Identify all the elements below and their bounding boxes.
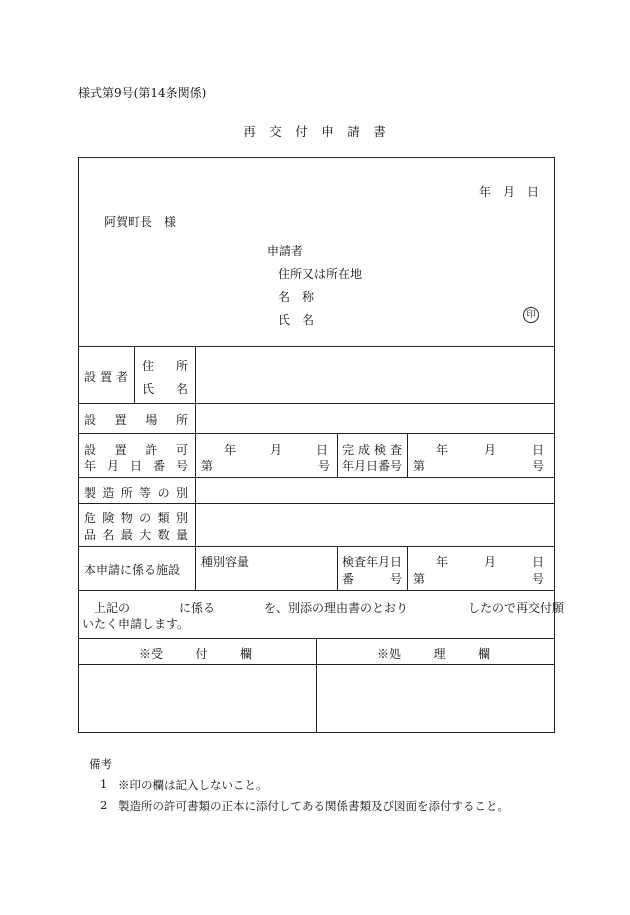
completion-inspection-label-line2: 年月日番号	[342, 459, 403, 473]
applicant-name-label	[278, 288, 314, 305]
label-char: 月	[269, 443, 282, 457]
label-char: 日	[531, 555, 544, 569]
facility-type-field[interactable]	[196, 478, 554, 502]
note-text: 製造所の許可書類の正本に添付してある関係書類及び図面を添付すること。	[118, 799, 509, 813]
statement-part2: に係る	[179, 601, 216, 615]
label-char: 氏	[278, 313, 291, 327]
label-char: 年	[84, 459, 97, 473]
label-char: 設	[84, 370, 97, 384]
divider	[407, 546, 408, 590]
label-char: 年	[224, 443, 237, 457]
label-char: 番	[342, 572, 355, 586]
hazard-field[interactable]	[196, 504, 554, 545]
label-char: 検	[373, 443, 386, 457]
date-month: 月	[502, 185, 515, 199]
label-char: 月	[483, 443, 496, 457]
label-char: 第	[413, 572, 426, 586]
date-day: 日	[526, 185, 539, 199]
label-char: 危	[84, 511, 97, 525]
label-char: 成	[357, 443, 370, 457]
divider	[134, 346, 135, 403]
addressee: 阿賀町長 様	[104, 215, 177, 229]
applicant-heading: 申請者	[267, 244, 304, 258]
label-char: 別	[175, 486, 188, 500]
divider	[78, 590, 555, 591]
label-char: 名	[278, 290, 291, 304]
permit-label-line2	[84, 457, 188, 474]
label-char: 類	[157, 511, 170, 525]
label-char: 置	[114, 413, 127, 427]
label-char: 付	[195, 647, 208, 661]
facility-type-label	[84, 484, 188, 501]
title-char: 申	[321, 124, 335, 139]
title-char: 書	[373, 124, 387, 139]
permit-number-field[interactable]	[201, 457, 330, 474]
label-char: 号	[389, 572, 402, 586]
permit-date-field[interactable]	[224, 441, 328, 458]
applicant-address-label: 住所又は所在地	[278, 267, 363, 281]
label-char: 号	[531, 459, 544, 473]
label-char: 号	[317, 459, 330, 473]
installer-label	[84, 368, 128, 385]
label-char: 製	[84, 486, 97, 500]
reception-column-header	[139, 645, 252, 662]
label-char: 日	[129, 459, 142, 473]
title-char: 付	[295, 124, 309, 139]
note-number: 1	[100, 777, 108, 791]
label-char: 造	[102, 486, 115, 500]
reception-field	[79, 665, 315, 732]
installer-name-label	[142, 380, 188, 397]
label-char: 所	[175, 359, 188, 373]
label-char: 場	[145, 413, 158, 427]
processing-field	[317, 665, 554, 732]
installer-address-label	[142, 357, 188, 374]
statement-part3: を、別添の理由書のとおり	[264, 601, 409, 615]
completion-inspection-label-line1	[342, 441, 402, 458]
label-char: 物	[120, 511, 133, 525]
label-char: 別	[175, 511, 188, 525]
label-char: 理	[433, 647, 446, 661]
label-char: 量	[175, 528, 188, 542]
label-char: 名	[102, 528, 115, 542]
hazard-label-line1	[84, 509, 188, 526]
form-title	[0, 122, 630, 140]
subject-inspection-label-line2	[342, 570, 402, 587]
subject-facility-label: 本申請に係る施設	[84, 563, 181, 577]
label-char: 年	[436, 443, 449, 457]
label-char: 第	[201, 459, 214, 473]
label-char: 設	[84, 443, 97, 457]
label-char: 日	[315, 443, 328, 457]
statement-line2: いたく申請します。	[82, 617, 190, 631]
label-char: 月	[483, 555, 496, 569]
label-char: 年	[436, 555, 449, 569]
label-char: 月	[106, 459, 119, 473]
installer-field[interactable]	[196, 347, 554, 402]
label-char: 欄	[477, 647, 490, 661]
label-char: 第	[413, 459, 426, 473]
label-char: 号	[175, 459, 188, 473]
permit-label-line1	[84, 441, 188, 458]
subject-inspection-label-line1: 検査年月日	[342, 555, 403, 569]
label-char: 数	[157, 528, 170, 542]
title-char: 再	[243, 124, 257, 139]
label-char: 大	[139, 528, 152, 542]
label-char: ※受	[139, 647, 164, 661]
label-char: 置	[99, 370, 112, 384]
label-char: 完	[342, 443, 355, 457]
label-char: 名	[175, 382, 188, 396]
title-char: 請	[347, 124, 361, 139]
hazard-label-line2	[84, 526, 188, 543]
label-char: 氏	[142, 382, 155, 396]
form-number-label: 様式第9号(第14条関係)	[78, 86, 207, 100]
label-char: 称	[301, 290, 314, 304]
label-char: 番	[152, 459, 165, 473]
statement-part1: 上記の	[94, 601, 131, 615]
subject-inspection-number-field[interactable]	[413, 570, 544, 587]
capacity-label: 種別容量	[201, 555, 250, 569]
label-char: 等	[139, 486, 152, 500]
inspection-number-field[interactable]	[413, 457, 544, 474]
label-char: 最	[120, 528, 133, 542]
label-char: 名	[301, 313, 314, 327]
note-text: ※印の欄は記入しないこと。	[118, 778, 268, 792]
processing-column-header	[377, 645, 490, 662]
label-char: 住	[142, 359, 155, 373]
applicant-person-label	[278, 311, 314, 328]
label-char: 険	[102, 511, 115, 525]
label-char: の	[139, 511, 152, 525]
label-char: 日	[531, 443, 544, 457]
label-char: 品	[84, 528, 97, 542]
application-date[interactable]	[479, 183, 539, 200]
label-char: 欄	[239, 647, 252, 661]
label-char: 設	[84, 413, 97, 427]
location-field[interactable]	[196, 404, 554, 432]
label-char: 許	[145, 443, 158, 457]
divider	[337, 433, 338, 477]
divider	[78, 433, 555, 434]
divider	[337, 546, 338, 590]
label-char: ※処	[377, 647, 402, 661]
label-char: 査	[389, 443, 402, 457]
label-char: の	[157, 486, 170, 500]
label-char: 置	[114, 443, 127, 457]
notes-heading: 備考	[89, 757, 112, 771]
divider	[78, 546, 555, 547]
statement-part4: したので再交付願	[468, 601, 565, 615]
title-char: 交	[269, 124, 283, 139]
date-year: 年	[479, 185, 492, 199]
divider	[407, 433, 408, 477]
subject-inspection-date-field[interactable]	[436, 553, 544, 570]
seal-mark-icon: 印	[523, 307, 539, 323]
label-char: 者	[115, 370, 128, 384]
inspection-date-field[interactable]	[436, 441, 544, 458]
label-char: 号	[531, 572, 544, 586]
label-char: 可	[175, 443, 188, 457]
location-label	[84, 411, 188, 428]
label-char: 所	[120, 486, 133, 500]
note-number: 2	[100, 798, 108, 812]
label-char: 所	[175, 413, 188, 427]
